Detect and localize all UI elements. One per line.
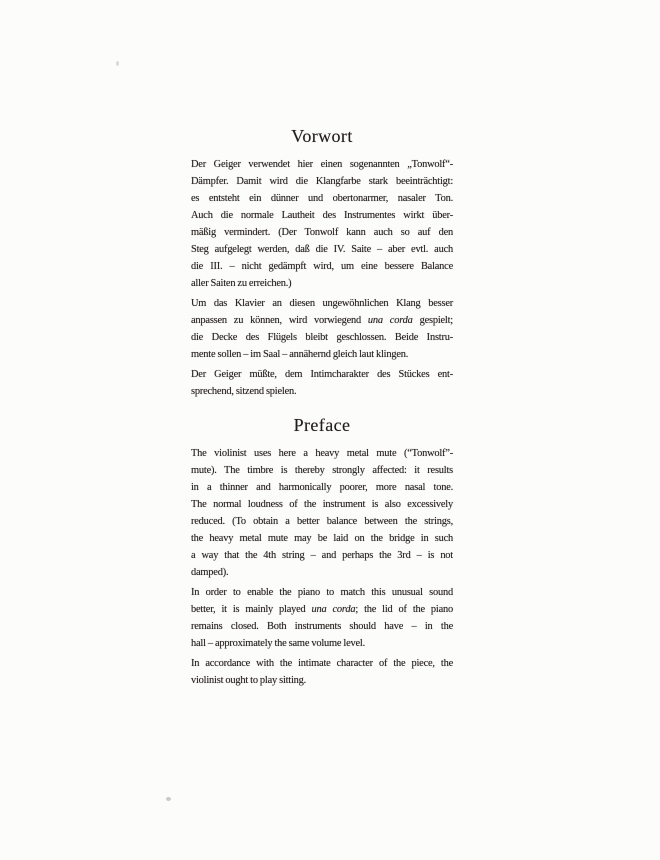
text-line: In accordance with the intimate character of the piece, the [191,658,453,669]
text-line: The violinist uses here a heavy metal mute (“Tonwolf”- [191,448,453,459]
section-vorwort [191,125,453,400]
text-line: reduced. (To obtain a better balance between the strings, [191,516,453,527]
scan-speck [166,797,171,801]
text-line: es entsteht ein dünner und obertonarmer, nasaler Ton. [191,193,453,204]
text-line: the heavy metal mute may be laid on the bridge in such [191,533,453,544]
scan-speck [116,61,119,66]
text-line: die III. – nicht gedämpft wird, um eine bessere Balance [191,261,453,272]
preface-paragraphs [191,445,453,689]
text-line: better, it is mainly played una corda; the lid of the piano [191,604,454,615]
section-preface [191,414,453,689]
text-line: In order to enable the piano to match this unusual sound [191,587,453,598]
paragraph [191,655,453,689]
text-line: damped). [191,567,229,578]
text-line: aller Saiten zu erreichen.) [191,278,292,289]
vorwort-paragraphs [191,156,453,400]
text-line: Der Geiger verwendet hier einen sogenannten „Tonwolf“- [191,159,453,170]
paragraph [191,445,453,581]
text-line: Der Geiger müßte, dem Intimcharakter des Stückes ent- [191,369,453,380]
text-line: mute). The timbre is thereby strongly affected: it results [191,465,453,476]
text-line: Steg aufgelegt werden, daß die IV. Saite – aber evtl. auch [191,244,453,255]
vorwort-heading: Vorwort [291,126,353,146]
paragraph [191,366,453,400]
text-line: hall – approximately the same volume level. [191,638,365,649]
text-line: remains closed. Both instruments should have – in the [191,621,453,632]
text-line: mente sollen – im Saal – annähernd gleich laut klingen. [191,349,409,360]
text-line: die Decke des Flügels bleibt geschlossen. Beide Instru- [191,332,453,343]
preface-text-block [191,125,453,692]
text-line: Um das Klavier an diesen ungewöhnlichen Klang besser [191,298,453,309]
text-line: sprechend, sitzend spielen. [191,386,297,397]
text-line: violinist ought to play sitting. [191,675,307,686]
text-line: a way that the 4th string – and perhaps the 3rd – is not [191,550,453,561]
text-line: Auch die normale Lautheit des Instrumentes wirkt über- [191,210,453,221]
text-line: mäßig vermindert. (Der Tonwolf kann auch so auf den [191,227,453,238]
paragraph [191,584,453,652]
paragraph [191,156,453,292]
preface-heading: Preface [293,415,351,435]
paragraph [191,295,453,363]
text-line: Dämpfer. Damit wird die Klangfarbe stark beeinträchtigt: [191,176,453,187]
text-line: in a thinner and harmonically poorer, more nasal tone. [191,482,453,493]
text-line: anpassen zu können, wird vorwiegend una corda gespielt; [191,315,453,326]
text-line: The normal loudness of the instrument is also excessively [191,499,453,510]
